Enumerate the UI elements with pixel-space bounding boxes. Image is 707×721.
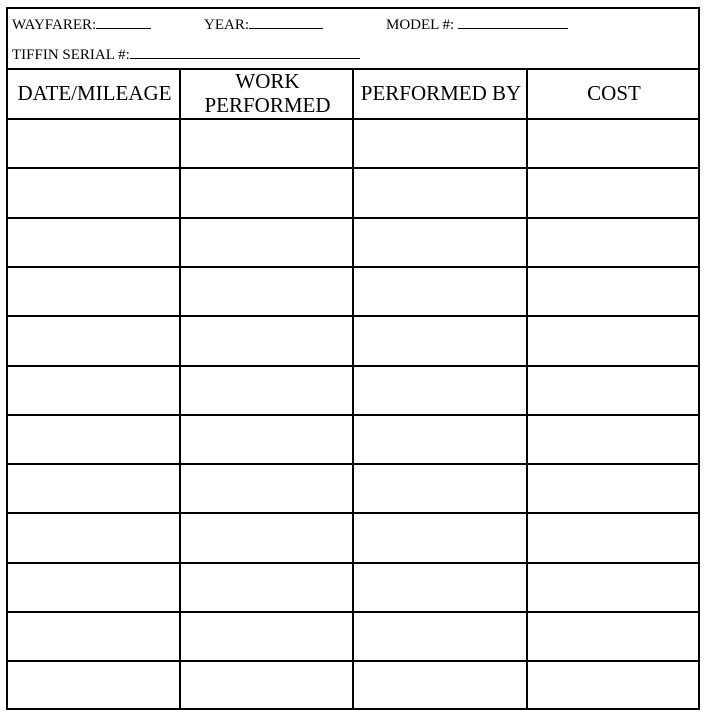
table-cell[interactable]	[354, 268, 526, 315]
model-blank[interactable]	[458, 16, 568, 29]
column-header-label-line1: WORK	[235, 69, 300, 93]
year-blank[interactable]	[249, 16, 323, 29]
table-cell[interactable]	[8, 564, 179, 611]
wayfarer-label: WAYFARER:	[12, 17, 97, 33]
column-header-label-line2: PERFORMED	[204, 93, 331, 117]
table-cell[interactable]	[354, 219, 526, 266]
table-cell[interactable]	[181, 169, 352, 216]
table-cell[interactable]	[181, 268, 352, 315]
wayfarer-field[interactable]	[12, 16, 151, 33]
table-cell[interactable]	[354, 613, 526, 660]
table-cell[interactable]	[528, 268, 698, 315]
service-log-table	[8, 68, 698, 710]
table-cell[interactable]	[528, 416, 698, 463]
table-cell[interactable]	[181, 465, 352, 512]
table-cell[interactable]	[528, 465, 698, 512]
table-cell[interactable]	[354, 514, 526, 561]
table-cell[interactable]	[8, 317, 179, 364]
table-cell[interactable]	[181, 317, 352, 364]
table-cell[interactable]	[8, 416, 179, 463]
table-cell[interactable]	[8, 219, 179, 266]
year-field[interactable]	[204, 16, 323, 33]
table-cell[interactable]	[528, 120, 698, 167]
table-cell[interactable]	[528, 662, 698, 709]
serial-field[interactable]	[12, 46, 360, 63]
table-cell[interactable]	[528, 514, 698, 561]
table-cell[interactable]	[8, 465, 179, 512]
column-header-label: COST	[587, 81, 641, 105]
table-cell[interactable]	[181, 416, 352, 463]
table-cell[interactable]	[8, 367, 179, 414]
table-cell[interactable]	[354, 564, 526, 611]
table-cell[interactable]	[181, 367, 352, 414]
table-cell[interactable]	[354, 367, 526, 414]
column-header-date-mileage	[8, 68, 181, 118]
serial-label: TIFFIN SERIAL #:	[12, 47, 130, 63]
serial-blank[interactable]	[130, 46, 360, 59]
table-cell[interactable]	[181, 120, 352, 167]
table-cell[interactable]	[8, 613, 179, 660]
table-cell[interactable]	[528, 219, 698, 266]
table-cell[interactable]	[8, 662, 179, 709]
table-cell[interactable]	[528, 564, 698, 611]
table-cell[interactable]	[354, 120, 526, 167]
table-cell[interactable]	[8, 120, 179, 167]
table-cell[interactable]	[528, 367, 698, 414]
table-cell[interactable]	[8, 268, 179, 315]
table-cell[interactable]	[354, 317, 526, 364]
table-cell[interactable]	[354, 662, 526, 709]
table-cell[interactable]	[354, 416, 526, 463]
table-cell[interactable]	[181, 564, 352, 611]
table-cell[interactable]	[354, 169, 526, 216]
table-cell[interactable]	[354, 465, 526, 512]
column-header-cost	[528, 68, 700, 118]
model-field[interactable]	[386, 16, 568, 33]
form-header	[8, 9, 698, 70]
table-cell[interactable]	[528, 613, 698, 660]
table-cell[interactable]	[8, 514, 179, 561]
column-header-performed-by	[354, 68, 528, 118]
table-cell[interactable]	[181, 613, 352, 660]
column-header-label: PERFORMED BY	[360, 81, 522, 105]
table-cell[interactable]	[181, 514, 352, 561]
wayfarer-blank[interactable]	[96, 16, 151, 29]
model-label: MODEL #:	[386, 17, 455, 33]
table-cell[interactable]	[181, 219, 352, 266]
table-cell[interactable]	[8, 169, 179, 216]
table-cell[interactable]	[528, 169, 698, 216]
year-label: YEAR:	[204, 17, 249, 33]
table-cell[interactable]	[181, 662, 352, 709]
table-cell[interactable]	[528, 317, 698, 364]
column-header-label: DATE/MILEAGE	[17, 81, 172, 105]
column-header-work-performed	[181, 68, 354, 118]
maintenance-log-form	[6, 7, 700, 710]
